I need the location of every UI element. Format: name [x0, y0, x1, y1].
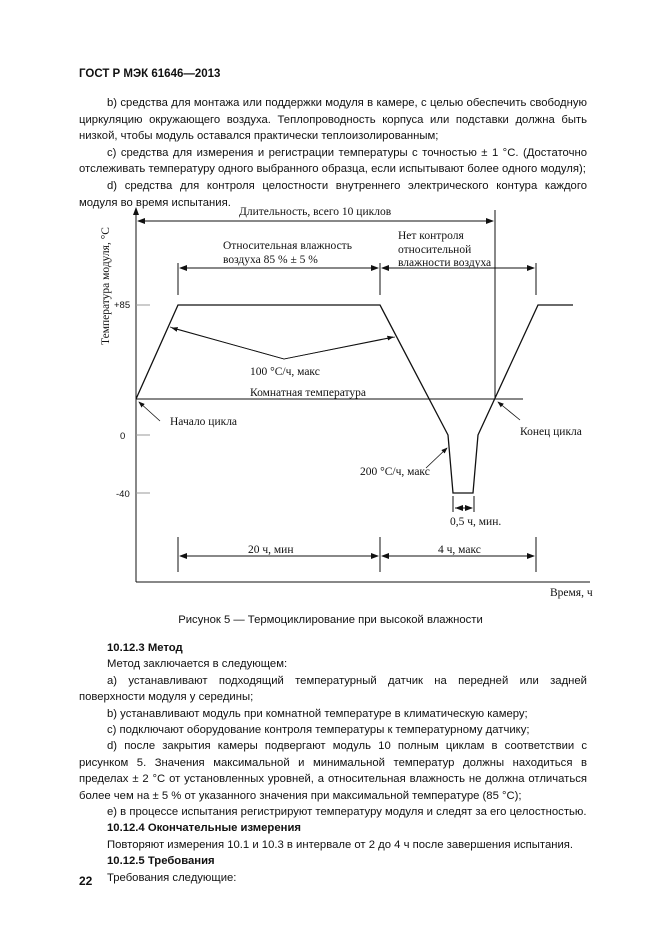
duration-label: Длительность, всего 10 циклов — [239, 206, 392, 218]
x-axis-label: Время, ч — [550, 587, 593, 599]
paragraph: e) в процессе испытания регистрируют температуру модуля и следят за его целостностью. — [107, 806, 587, 819]
paragraph: c) подключают оборудование контроля температуры к температурному датчику; — [107, 724, 530, 737]
hold-label: 0,5 ч, мин. — [450, 516, 502, 528]
figure-caption: Рисунок 5 — Термоциклирование при высокой влажности — [178, 614, 483, 626]
section-heading: 10.12.4 Окончательные измерения — [107, 822, 301, 835]
tick-label: -40 — [116, 489, 130, 500]
page-number: 22 — [79, 874, 93, 888]
method-sections — [79, 640, 587, 886]
paragraph: Метод заключается в следующем: — [107, 658, 288, 671]
y-axis-label: Температура модуля, °С — [100, 227, 112, 345]
cycle-start-label: Начало цикла — [170, 416, 238, 428]
paragraph: c) средства для измерения и регистрации температуры с точностью ± 1 °С. (Достаточно отслеживать температуру одного выбранного образца, если испытывают более одного модуля); — [79, 146, 587, 176]
max-transition-label: 4 ч, макс — [438, 544, 481, 556]
humidity-label: Относительная влажность — [223, 240, 352, 252]
paragraph: b) средства для монтажа или поддержки модуля в камере, с целью обеспечить свободную циркуляцию окружающего воздуха. Теплопроводность корпуса или подставки должна быть низкой, чтобы модуль оставался практически теплоизолированным; — [79, 97, 587, 143]
paragraph: d) после закрытия камеры подвергают модуль 10 полным циклам в соответствии с рисунком 5. Значения максимальной и минимальной температур должны находиться в пределах ± 2 °С от установленных уровней, а относительная влажность не должна отличаться более чем на ± 5 % от указанного значения при максимальной температуре (85 °С); — [79, 740, 587, 802]
paragraph: b) устанавливают модуль при комнатной температуре в климатическую камеру; — [107, 707, 528, 720]
humidity-label: воздуха 85 % ± 5 % — [223, 254, 318, 266]
section-heading: 10.12.5 Требования — [107, 855, 215, 868]
paragraph: d) средства для контроля целостности внутреннего электрического контура каждого модуля во время испытания. — [79, 179, 587, 209]
no-control-label: влажности воздуха — [398, 257, 492, 269]
tick-label: 0 — [120, 431, 126, 442]
room-temperature-label: Комнатная температура — [250, 387, 367, 399]
paragraph: a) устанавливают подходящий температурный датчик на передней или задней поверхности модуля у середины; — [79, 674, 587, 704]
section-heading: 10.12.3 Метод — [107, 642, 183, 654]
tick-label: +85 — [114, 300, 131, 311]
document-header: ГОСТ Р МЭК 61646—2013 — [79, 68, 221, 80]
no-control-label: Нет контроля — [398, 230, 464, 242]
dwell-label: 20 ч, мин — [248, 544, 294, 556]
no-control-label: относительной — [398, 244, 472, 256]
cycle-end-label: Конец цикла — [520, 426, 582, 438]
rate-down-label: 200 °С/ч, макс — [360, 466, 430, 478]
rate-up-label: 100 °С/ч, макс — [250, 366, 320, 378]
paragraph: Повторяют измерения 10.1 и 10.3 в интервале от 2 до 4 ч после завершения испытания. — [107, 838, 574, 851]
paragraph: Требования следующие: — [107, 871, 237, 884]
